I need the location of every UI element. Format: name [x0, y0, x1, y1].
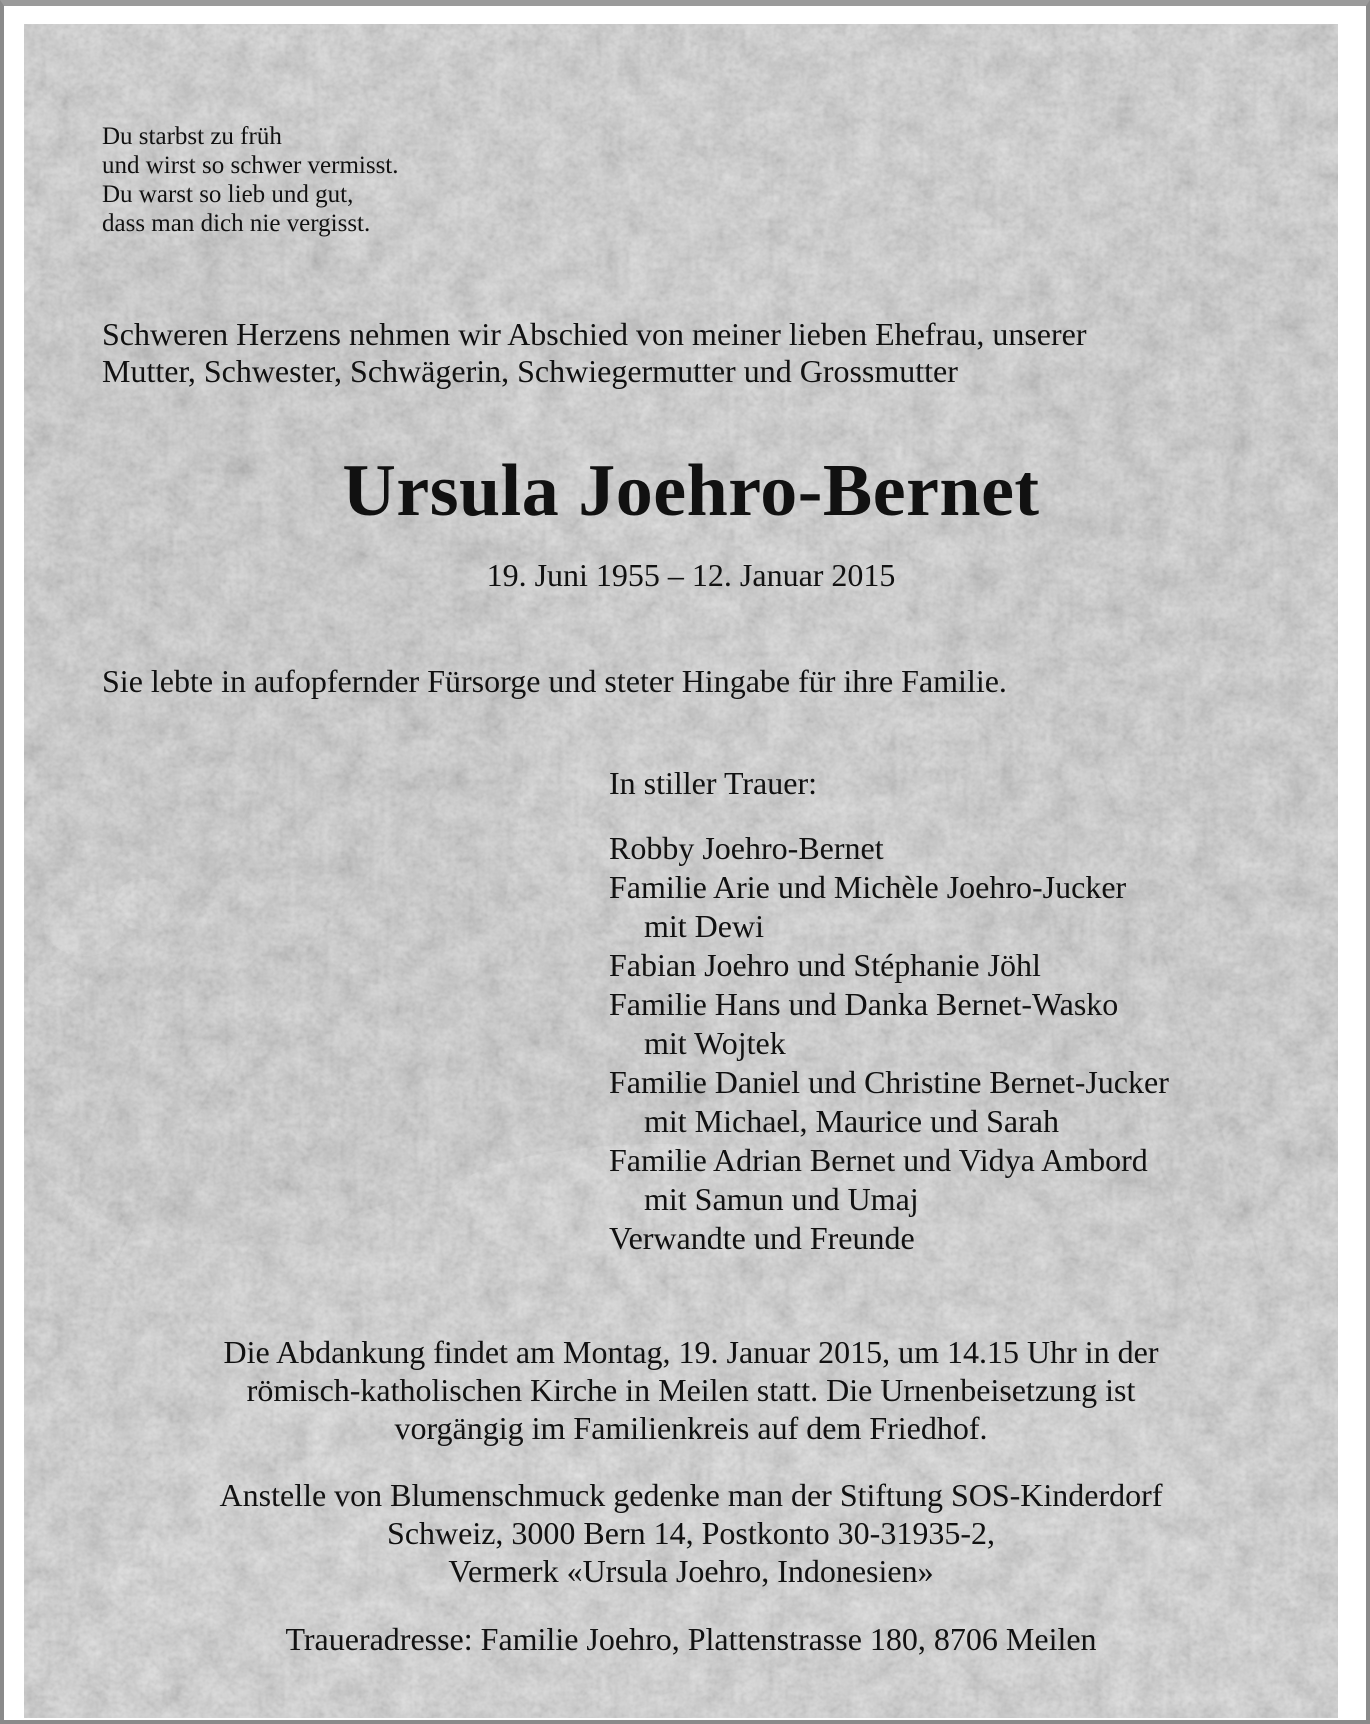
- mourner-line: Familie Arie und Michèle Joehro-Jucker: [609, 869, 1127, 905]
- intro-line: Mutter, Schwester, Schwägerin, Schwiegermutter und Grossmutter: [102, 353, 958, 389]
- mourner-subline: mit Dewi: [644, 908, 764, 944]
- mourner-line: Verwandte und Freunde: [609, 1220, 915, 1256]
- mourner-line: Familie Hans und Danka Bernet-Wasko: [609, 986, 1119, 1022]
- donation-details: [24, 1476, 1358, 1590]
- mourners-heading: In stiller Trauer:: [609, 765, 817, 801]
- service-details: [24, 1333, 1358, 1447]
- mourner-line: Fabian Joehro und Stéphanie Jöhl: [609, 947, 1041, 983]
- service-line: Die Abdankung findet am Montag, 19. Januar 2015, um 14.15 Uhr in der: [223, 1334, 1159, 1370]
- mourner-line: Robby Joehro-Bernet: [609, 830, 884, 866]
- mourner-line: Familie Daniel und Christine Bernet-Jucker: [609, 1064, 1169, 1100]
- service-line: römisch-katholischen Kirche in Meilen statt. Die Urnenbeisetzung ist: [246, 1372, 1136, 1408]
- poem-line: dass man dich nie vergisst.: [102, 210, 371, 237]
- poem-line: Du starbst zu früh: [102, 123, 282, 150]
- farewell-intro: [102, 316, 1282, 390]
- mourners-list: [609, 829, 1169, 1258]
- donation-line: Schweiz, 3000 Bern 14, Postkonto 30-31935-2,: [387, 1515, 995, 1551]
- tribute-text: Sie lebte in aufopfernder Fürsorge und steter Hingabe für ihre Familie.: [102, 663, 1007, 699]
- service-line: vorgängig im Familienkreis auf dem Friedhof.: [394, 1410, 988, 1446]
- intro-line: Schweren Herzens nehmen wir Abschied von meiner lieben Ehefrau, unserer: [102, 316, 1087, 352]
- mourning-address: Traueradresse: Familie Joehro, Plattenstrasse 180, 8706 Meilen: [285, 1621, 1097, 1657]
- life-dates: 19. Juni 1955 – 12. Januar 2015: [486, 557, 896, 593]
- obituary-content: [24, 24, 1338, 1718]
- donation-line: Vermerk «Ursula Joehro, Indonesien»: [448, 1553, 934, 1589]
- memorial-poem: [102, 122, 399, 238]
- donation-line: Anstelle von Blumenschmuck gedenke man der Stiftung SOS-Kinderdorf: [219, 1477, 1163, 1513]
- poem-line: Du warst so lieb und gut,: [102, 181, 354, 208]
- mourner-subline: mit Michael, Maurice und Sarah: [644, 1103, 1059, 1139]
- poem-line: und wirst so schwer vermisst.: [102, 152, 399, 179]
- mourner-line: Familie Adrian Bernet und Vidya Ambord: [609, 1142, 1148, 1178]
- mourner-subline: mit Wojtek: [644, 1025, 786, 1061]
- mourner-subline: mit Samun und Umaj: [644, 1181, 919, 1217]
- deceased-name: Ursula Joehro-Bernet: [342, 450, 1040, 532]
